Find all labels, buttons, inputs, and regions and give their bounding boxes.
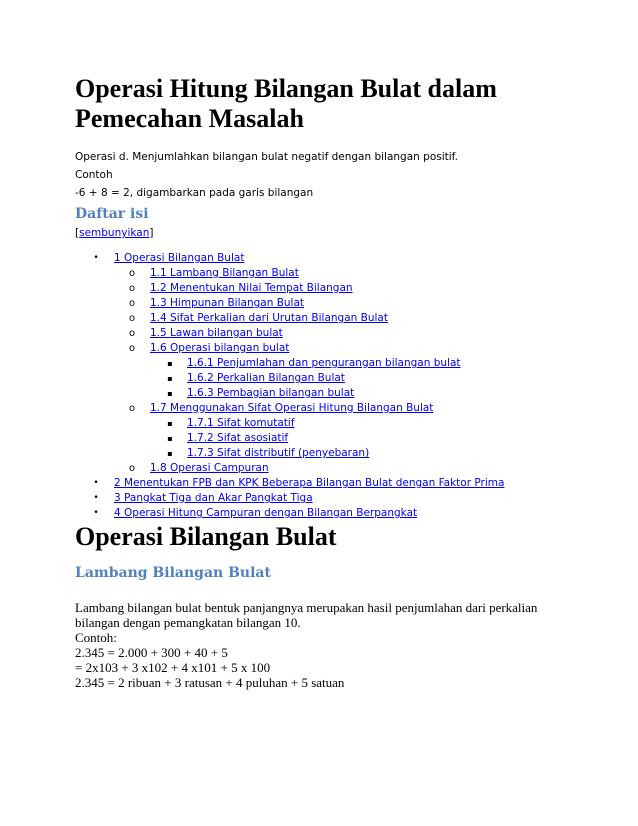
page-title-line-2: Pemecahan Masalah bbox=[75, 104, 304, 133]
toc-toggle bbox=[75, 227, 153, 239]
toc-bullet: o bbox=[128, 313, 136, 324]
toc-link[interactable]: 1.6 Operasi bilangan bulat bbox=[150, 342, 290, 354]
toc-bullet: • bbox=[93, 508, 99, 518]
toc-link[interactable]: 1.7.1 Sifat komutatif bbox=[187, 417, 295, 429]
section-subheading: Lambang Bilangan Bulat bbox=[75, 565, 271, 581]
toc-toggle-open-bracket: [ bbox=[75, 227, 80, 239]
page-title-line-1: Operasi Hitung Bilangan Bulat dalam bbox=[75, 74, 497, 103]
toc-bullet: ▪ bbox=[167, 419, 173, 428]
toc-bullet: o bbox=[128, 343, 136, 354]
toc-link[interactable]: 1.1 Lambang Bilangan Bulat bbox=[150, 267, 299, 279]
toc-bullet: • bbox=[93, 478, 99, 488]
toc-link[interactable]: 1.7.2 Sifat asosiatif bbox=[187, 432, 289, 444]
toc-bullet: ▪ bbox=[167, 374, 173, 383]
toc-bullet: • bbox=[93, 493, 99, 503]
toc-bullet: ▪ bbox=[167, 449, 173, 458]
toc-bullet: ▪ bbox=[167, 389, 173, 398]
toc-link[interactable]: 1.6.1 Penjumlahan dan pengurangan bilangan bulat bbox=[187, 357, 461, 369]
section-heading: Operasi Bilangan Bulat bbox=[75, 522, 337, 551]
toc-link[interactable]: 1.4 Sifat Perkalian dari Urutan Bilangan Bulat bbox=[150, 312, 388, 324]
toc-link[interactable]: 4 Operasi Hitung Campuran dengan Bilangan Berpangkat bbox=[114, 507, 418, 519]
toc-bullet: • bbox=[93, 253, 99, 263]
intro-line: Contoh bbox=[75, 169, 113, 181]
toc-link[interactable]: 1 Operasi Bilangan Bulat bbox=[114, 252, 245, 264]
intro-paragraph bbox=[75, 148, 458, 202]
page-title bbox=[75, 74, 615, 134]
toc-link[interactable]: 1.7.3 Sifat distributif (penyebaran) bbox=[187, 447, 370, 459]
toc-bullet: ▪ bbox=[167, 434, 173, 443]
toc-bullet: ▪ bbox=[167, 359, 173, 368]
body-line: = 2x103 + 3 x102 + 4 x101 + 5 x 100 bbox=[75, 660, 271, 675]
toc-link[interactable]: 1.2 Menentukan Nilai Tempat Bilangan bbox=[150, 282, 353, 294]
toc-bullet: o bbox=[128, 403, 136, 414]
toc-link[interactable]: 1.5 Lawan bilangan bulat bbox=[150, 327, 283, 339]
intro-line: Operasi d. Menjumlahkan bilangan bulat negatif dengan bilangan positif. bbox=[75, 151, 458, 163]
toc-bullet: o bbox=[128, 283, 136, 294]
body-line: Lambang bilangan bulat bentuk panjangnya merupakan hasil penjumlahan dari perkalian bbox=[75, 600, 538, 615]
body-line: 2.345 = 2 ribuan + 3 ratusan + 4 puluhan + 5 satuan bbox=[75, 675, 345, 690]
toc-bullet: o bbox=[128, 328, 136, 339]
toc-link[interactable]: 1.7 Menggunakan Sifat Operasi Hitung Bilangan Bulat bbox=[150, 402, 434, 414]
toc-link[interactable]: 1.8 Operasi Campuran bbox=[150, 462, 269, 474]
toc-link[interactable]: 1.3 Himpunan Bilangan Bulat bbox=[150, 297, 305, 309]
body-line: Contoh: bbox=[75, 630, 117, 645]
hide-toc-link[interactable]: sembunyikan bbox=[79, 227, 150, 239]
toc-link[interactable]: 1.6.3 Pembagian bilangan bulat bbox=[187, 387, 355, 399]
toc-link[interactable]: 2 Menentukan FPB dan KPK Beberapa Bilangan Bulat dengan Faktor Prima bbox=[114, 477, 505, 489]
toc-bullet: o bbox=[128, 463, 136, 474]
toc-link[interactable]: 3 Pangkat Tiga dan Akar Pangkat Tiga bbox=[114, 492, 313, 504]
body-line: 2.345 = 2.000 + 300 + 40 + 5 bbox=[75, 645, 228, 660]
section-body bbox=[75, 600, 615, 690]
body-line: bilangan dengan pemangkatan bilangan 10. bbox=[75, 615, 301, 630]
toc-bullet: o bbox=[128, 268, 136, 279]
toc-bullet: o bbox=[128, 298, 136, 309]
toc-toggle-close-bracket: ] bbox=[149, 227, 154, 239]
toc-title: Daftar isi bbox=[75, 206, 149, 222]
toc-link[interactable]: 1.6.2 Perkalian Bilangan Bulat bbox=[187, 372, 345, 384]
intro-line: -6 + 8 = 2, digambarkan pada garis bilangan bbox=[75, 187, 314, 199]
